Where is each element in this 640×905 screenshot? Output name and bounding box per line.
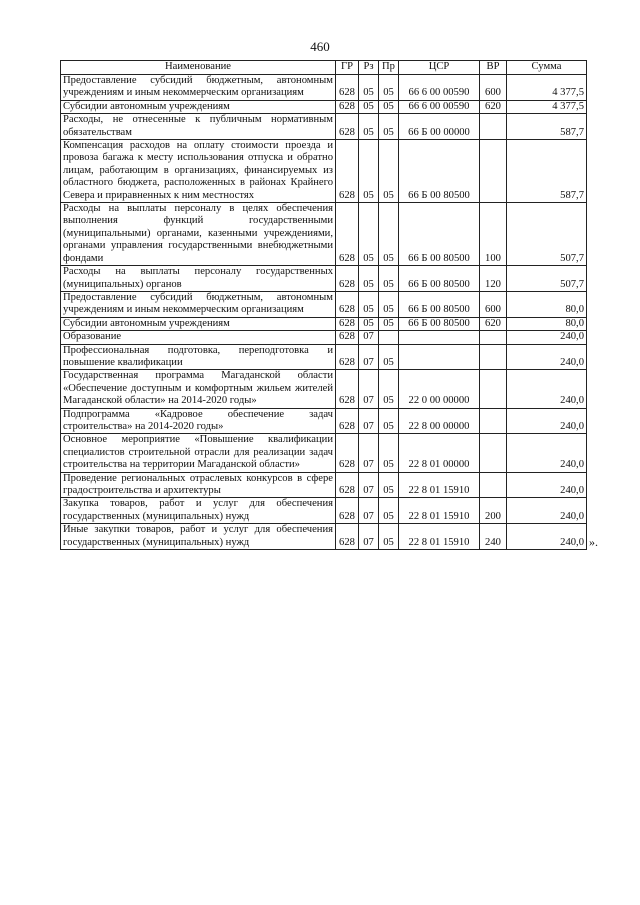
table-row (61, 75, 587, 101)
cell-sum: 240,0 (507, 408, 587, 434)
cell-sum: 240,0 (507, 370, 587, 408)
table-row (61, 317, 587, 330)
cell-pr: 05 (379, 408, 399, 434)
cell-gr: 628 (336, 408, 359, 434)
cell-vr (480, 344, 507, 370)
cell-sum: 4 377,5 (507, 100, 587, 113)
cell-name: Проведение региональных отраслевых конкурсов в сфере градостроительства и архитектуры (61, 472, 336, 498)
cell-rz: 05 (359, 140, 379, 203)
table-row (61, 434, 587, 472)
cell-gr: 628 (336, 370, 359, 408)
cell-gr: 628 (336, 114, 359, 140)
cell-gr: 628 (336, 75, 359, 101)
cell-name: Государственная программа Магаданской области «Обеспечение доступным и комфортным жильем жителей Магаданской области» на 2014-2020 годы» (61, 370, 336, 408)
header-gr: ГР (336, 61, 359, 75)
table-row (61, 266, 587, 292)
cell-csr: 66 Б 00 00000 (399, 114, 480, 140)
cell-gr: 628 (336, 266, 359, 292)
cell-rz: 05 (359, 114, 379, 140)
header-csr: ЦСР (399, 61, 480, 75)
cell-rz: 05 (359, 291, 379, 317)
cell-name: Закупка товаров, работ и услуг для обеспечения государственных (муниципальных) нужд (61, 498, 336, 524)
cell-rz: 05 (359, 75, 379, 101)
cell-gr: 628 (336, 291, 359, 317)
cell-gr: 628 (336, 203, 359, 266)
table-row (61, 291, 587, 317)
cell-pr: 05 (379, 370, 399, 408)
cell-csr: 66 Б 00 80500 (399, 140, 480, 203)
header-rz: Рз (359, 61, 379, 75)
header-pr: Пр (379, 61, 399, 75)
table-row (61, 472, 587, 498)
cell-vr: 620 (480, 317, 507, 330)
cell-rz: 05 (359, 203, 379, 266)
cell-csr: 66 Б 00 80500 (399, 203, 480, 266)
cell-csr: 22 8 01 15910 (399, 498, 480, 524)
cell-sum: 587,7 (507, 140, 587, 203)
cell-rz: 07 (359, 408, 379, 434)
cell-csr (399, 331, 480, 344)
closing-quote-mark: ». (589, 534, 598, 549)
cell-vr (480, 114, 507, 140)
cell-rz: 07 (359, 434, 379, 472)
cell-name: Расходы на выплаты персоналу государственных (муниципальных) органов (61, 266, 336, 292)
table-row (61, 344, 587, 370)
cell-pr: 05 (379, 114, 399, 140)
budget-table (60, 60, 587, 550)
cell-sum: 507,7 (507, 266, 587, 292)
cell-gr: 628 (336, 434, 359, 472)
cell-vr (480, 331, 507, 344)
cell-sum: 80,0 (507, 291, 587, 317)
table-row (61, 114, 587, 140)
cell-csr: 66 Б 00 80500 (399, 266, 480, 292)
cell-csr: 66 Б 00 80500 (399, 317, 480, 330)
cell-pr: 05 (379, 100, 399, 113)
cell-gr: 628 (336, 472, 359, 498)
cell-pr: 05 (379, 266, 399, 292)
cell-gr: 628 (336, 100, 359, 113)
cell-name: Субсидии автономным учреждениям (61, 100, 336, 113)
cell-rz: 07 (359, 498, 379, 524)
cell-name: Предоставление субсидий бюджетным, автономным учреждениям и иным некоммерческим организациям (61, 291, 336, 317)
cell-csr: 22 8 01 00000 (399, 434, 480, 472)
table-row (61, 331, 587, 344)
cell-pr: 05 (379, 75, 399, 101)
header-sum: Сумма (507, 61, 587, 75)
cell-pr (379, 331, 399, 344)
header-name: Наименование (61, 61, 336, 75)
cell-vr: 240 (480, 524, 507, 550)
cell-rz: 07 (359, 344, 379, 370)
cell-sum: 240,0 (507, 472, 587, 498)
cell-csr: 22 8 00 00000 (399, 408, 480, 434)
cell-name: Расходы на выплаты персоналу в целях обеспечения выполнения функций государственными (муниципальными) органами, казенными учреждениями, органами управления государственными внебюджетными фондами (61, 203, 336, 266)
cell-vr (480, 408, 507, 434)
cell-pr: 05 (379, 317, 399, 330)
cell-sum: 240,0 (507, 434, 587, 472)
cell-pr: 05 (379, 140, 399, 203)
cell-csr: 66 6 00 00590 (399, 75, 480, 101)
cell-vr (480, 370, 507, 408)
table-row (61, 100, 587, 113)
cell-sum: 240,0 (507, 331, 587, 344)
table-row (61, 140, 587, 203)
table-row (61, 370, 587, 408)
cell-name: Иные закупки товаров, работ и услуг для обеспечения государственных (муниципальных) нужд (61, 524, 336, 550)
cell-vr (480, 434, 507, 472)
cell-rz: 07 (359, 472, 379, 498)
cell-rz: 07 (359, 524, 379, 550)
cell-vr (480, 472, 507, 498)
cell-sum: 240,0 (507, 524, 587, 550)
cell-sum: 587,7 (507, 114, 587, 140)
cell-vr: 100 (480, 203, 507, 266)
header-vr: ВР (480, 61, 507, 75)
cell-name: Компенсация расходов на оплату стоимости проезда и провоза багажа к месту использования отпуска и обратно лицам, работающим в организациях, финансируемых из областного бюджета, расположенных в районах Крайнего Севера и приравненных к ним местностях (61, 140, 336, 203)
cell-gr: 628 (336, 524, 359, 550)
cell-pr: 05 (379, 344, 399, 370)
cell-sum: 507,7 (507, 203, 587, 266)
cell-name: Образование (61, 331, 336, 344)
cell-gr: 628 (336, 498, 359, 524)
table-header-row (61, 61, 587, 75)
cell-vr: 600 (480, 291, 507, 317)
cell-rz: 05 (359, 266, 379, 292)
cell-name: Предоставление субсидий бюджетным, автономным учреждениям и иным некоммерческим организациям (61, 75, 336, 101)
table-row (61, 498, 587, 524)
cell-vr: 120 (480, 266, 507, 292)
cell-pr: 05 (379, 472, 399, 498)
cell-sum: 240,0 (507, 344, 587, 370)
cell-name: Профессиональная подготовка, переподготовка и повышение квалификации (61, 344, 336, 370)
cell-sum: 4 377,5 (507, 75, 587, 101)
cell-vr: 200 (480, 498, 507, 524)
cell-csr (399, 344, 480, 370)
cell-vr: 620 (480, 100, 507, 113)
table-row (61, 408, 587, 434)
cell-name: Субсидии автономным учреждениям (61, 317, 336, 330)
cell-rz: 07 (359, 331, 379, 344)
cell-rz: 05 (359, 317, 379, 330)
cell-rz: 05 (359, 100, 379, 113)
cell-csr: 22 0 00 00000 (399, 370, 480, 408)
cell-csr: 66 6 00 00590 (399, 100, 480, 113)
cell-csr: 66 Б 00 80500 (399, 291, 480, 317)
cell-sum: 80,0 (507, 317, 587, 330)
table-body (61, 75, 587, 550)
cell-pr: 05 (379, 434, 399, 472)
table-row (61, 203, 587, 266)
cell-pr: 05 (379, 203, 399, 266)
cell-gr: 628 (336, 140, 359, 203)
cell-name: Основное мероприятие «Повышение квалификации специалистов строительной отрасли для реализации задач строительства на территории Магаданской области» (61, 434, 336, 472)
table-row (61, 524, 587, 550)
cell-csr: 22 8 01 15910 (399, 524, 480, 550)
cell-pr: 05 (379, 291, 399, 317)
cell-gr: 628 (336, 344, 359, 370)
cell-gr: 628 (336, 317, 359, 330)
cell-pr: 05 (379, 524, 399, 550)
cell-csr: 22 8 01 15910 (399, 472, 480, 498)
cell-sum: 240,0 (507, 498, 587, 524)
cell-gr: 628 (336, 331, 359, 344)
cell-name: Подпрограмма «Кадровое обеспечение задач строительства» на 2014-2020 годы» (61, 408, 336, 434)
cell-name: Расходы, не отнесенные к публичным нормативным обязательствам (61, 114, 336, 140)
cell-pr: 05 (379, 498, 399, 524)
cell-rz: 07 (359, 370, 379, 408)
cell-vr: 600 (480, 75, 507, 101)
cell-vr (480, 140, 507, 203)
page-number: 460 (310, 39, 330, 54)
